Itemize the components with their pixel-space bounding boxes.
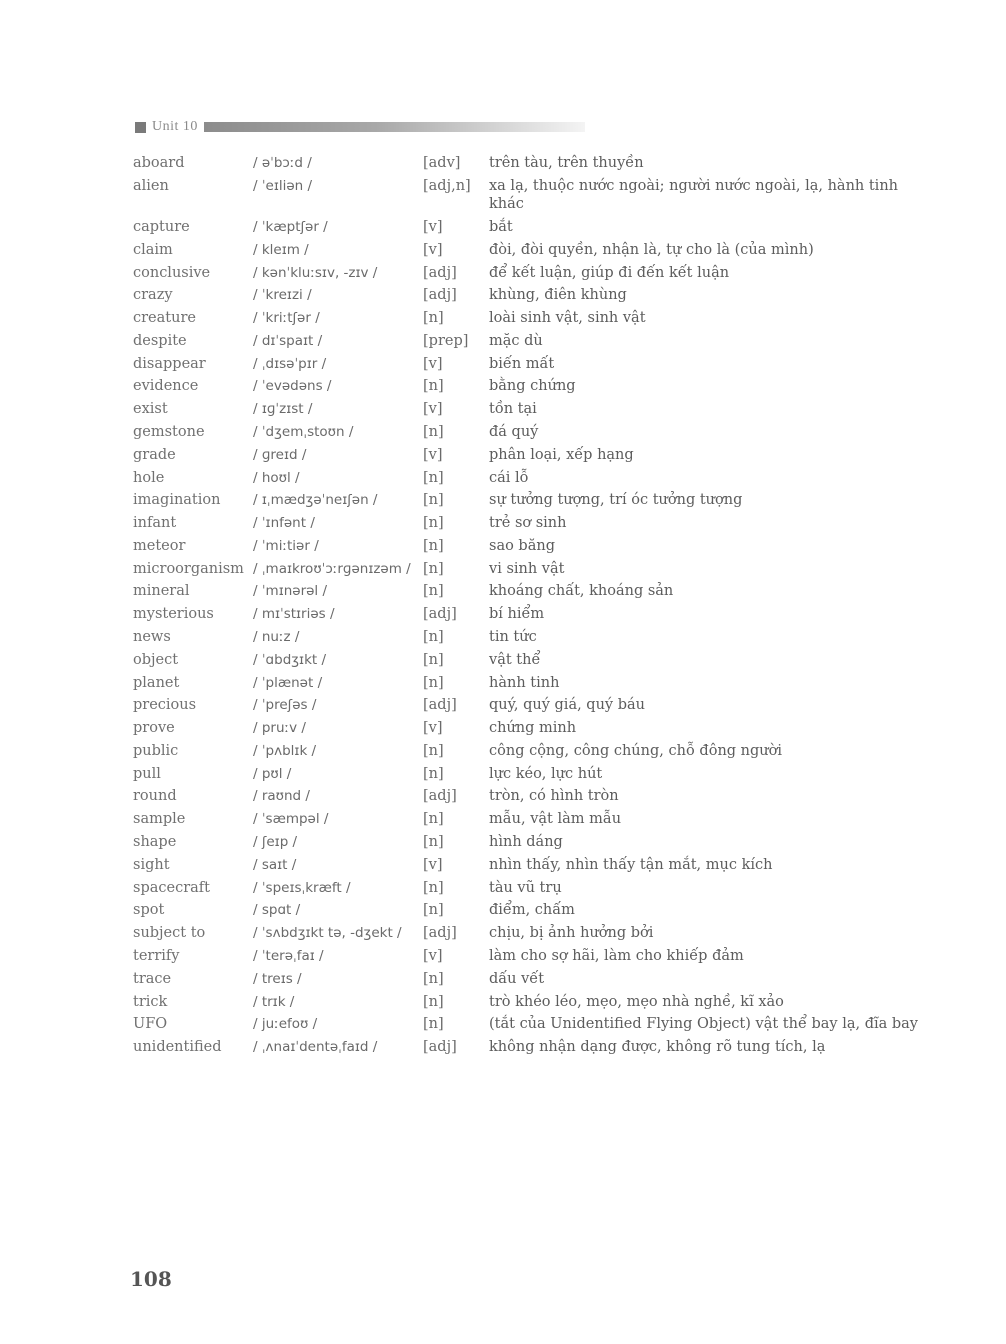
vocab-word: gemstone (133, 423, 205, 440)
vocab-meaning: làm cho sợ hãi, làm cho khiếp đảm (489, 947, 744, 964)
vocab-entry (133, 489, 933, 512)
vocab-entry (133, 307, 933, 330)
vocab-meaning: trên tàu, trên thuyền (489, 155, 644, 172)
vocab-pronunciation: / spɑt / (253, 902, 301, 919)
vocab-entry (133, 671, 933, 694)
vocab-pronunciation: / ˈɑbdʒɪkt / (253, 651, 327, 668)
vocab-part-of-speech: [adj] (423, 788, 457, 805)
vocab-entry (133, 626, 933, 649)
vocab-word: evidence (133, 378, 199, 395)
unit-label: Unit 10 (152, 119, 198, 134)
vocab-part-of-speech: [n] (423, 423, 444, 440)
vocab-meaning: lực kéo, lực hút (489, 765, 603, 782)
vocab-part-of-speech: [v] (423, 947, 443, 964)
vocab-part-of-speech: [v] (423, 720, 443, 737)
vocab-pronunciation: / ˌʌnaɪˈdentəˌfaɪd / (253, 1039, 378, 1056)
vocab-pronunciation: / raʊnd / (253, 788, 310, 805)
vocab-pronunciation: / hoʊl / (253, 469, 300, 486)
vocab-word: trace (133, 970, 172, 987)
vocab-pronunciation: / ˈkreɪzi / (253, 287, 312, 304)
vocab-entry (133, 899, 933, 922)
vocab-entry (133, 945, 933, 968)
vocab-part-of-speech: [n] (423, 879, 444, 896)
vocab-meaning: hình dáng (489, 834, 563, 851)
vocab-part-of-speech: [n] (423, 742, 444, 759)
vocab-entry (133, 443, 933, 466)
vocab-pronunciation: / mɪˈstɪriəs / (253, 606, 335, 623)
vocab-word: sample (133, 811, 186, 828)
vocab-word: public (133, 742, 179, 759)
vocab-word: prove (133, 720, 175, 737)
vocab-meaning: nhìn thấy, nhìn thấy tận mắt, mục kích (489, 856, 773, 873)
vocab-part-of-speech: [n] (423, 629, 444, 646)
vocab-word: claim (133, 241, 173, 258)
vocab-entry (133, 216, 933, 239)
vocab-word: disappear (133, 355, 206, 372)
vocab-pronunciation: / treɪs / (253, 970, 302, 987)
vocab-entry (133, 352, 933, 375)
vocab-part-of-speech: [n] (423, 537, 444, 554)
vocab-pronunciation: / saɪt / (253, 856, 297, 873)
vocab-meaning: biến mất (489, 355, 555, 372)
vocab-word: mineral (133, 583, 190, 600)
vocab-meaning: tin tức (489, 629, 537, 646)
vocab-pronunciation: / kleɪm / (253, 241, 309, 258)
vocab-word: despite (133, 332, 187, 349)
vocab-part-of-speech: [adj] (423, 287, 457, 304)
vocab-part-of-speech: [v] (423, 218, 443, 235)
vocab-entry (133, 152, 933, 175)
vocab-meaning: quý, quý giá, quý báu (489, 697, 645, 714)
vocab-meaning: xa lạ, thuộc nước ngoài; người nước ngoài, lạ, hành tinh khác (489, 178, 898, 213)
vocab-entry (133, 557, 933, 580)
vocab-entry (133, 512, 933, 535)
vocab-entry (133, 1036, 933, 1059)
vocab-entry (133, 1013, 933, 1036)
vocab-meaning: hành tinh (489, 674, 560, 691)
vocab-pronunciation: / ˈkæptʃər / (253, 218, 328, 235)
vocab-pronunciation: / ɪˌmædʒəˈneɪʃən / (253, 492, 378, 509)
vocab-meaning: bằng chứng (489, 378, 576, 395)
page-number: 108 (130, 1267, 172, 1291)
vocab-word: hole (133, 469, 165, 486)
vocab-meaning: tròn, có hình tròn (489, 788, 619, 805)
vocab-pronunciation: / dɪˈspaɪt / (253, 332, 323, 349)
vocab-word: creature (133, 310, 196, 327)
vocab-word: aboard (133, 155, 185, 172)
vocab-pronunciation: / ˈevədəns / (253, 378, 332, 395)
vocab-word: subject to (133, 925, 206, 942)
vocab-meaning: vi sinh vật (489, 560, 565, 577)
vocab-part-of-speech: [prep] (423, 332, 469, 349)
vocab-part-of-speech: [n] (423, 310, 444, 327)
vocab-word: sight (133, 856, 170, 873)
vocab-part-of-speech: [adv] (423, 155, 461, 172)
vocab-meaning: tồn tại (489, 401, 537, 418)
vocab-pronunciation: / trɪk / (253, 993, 295, 1010)
vocab-word: spot (133, 902, 165, 919)
vocab-part-of-speech: [v] (423, 446, 443, 463)
vocab-word: object (133, 651, 179, 668)
vocab-part-of-speech: [n] (423, 1016, 444, 1033)
vocab-meaning: sự tưởng tượng, trí óc tưởng tượng (489, 492, 743, 509)
vocab-word: imagination (133, 492, 221, 509)
vocab-part-of-speech: [v] (423, 401, 443, 418)
vocab-word: meteor (133, 537, 186, 554)
vocab-meaning: trẻ sơ sinh (489, 515, 567, 532)
vocab-part-of-speech: [n] (423, 492, 444, 509)
vocab-part-of-speech: [n] (423, 902, 444, 919)
vocab-meaning: sao băng (489, 537, 555, 554)
vocab-part-of-speech: [n] (423, 378, 444, 395)
vocab-part-of-speech: [adj] (423, 925, 457, 942)
vocab-part-of-speech: [n] (423, 674, 444, 691)
vocab-part-of-speech: [adj] (423, 697, 457, 714)
vocab-word: precious (133, 697, 197, 714)
vocab-word: spacecraft (133, 879, 210, 896)
vocab-meaning: dấu vết (489, 970, 545, 987)
vocab-word: alien (133, 178, 169, 195)
vocab-word: round (133, 788, 177, 805)
vocab-entry (133, 717, 933, 740)
vocab-meaning: đòi, đòi quyền, nhận là, tự cho là (của mình) (489, 241, 814, 258)
vocab-pronunciation: / ɡreɪd / (253, 446, 307, 463)
vocab-meaning: loài sinh vật, sinh vật (489, 310, 646, 327)
vocab-part-of-speech: [n] (423, 834, 444, 851)
vocab-pronunciation: / pʊl / (253, 765, 292, 782)
vocab-word: microorganism (133, 560, 244, 577)
vocab-word: terrify (133, 947, 180, 964)
vocab-meaning: mẫu, vật làm mẫu (489, 811, 622, 828)
vocab-word: grade (133, 446, 176, 463)
vocab-part-of-speech: [adj,n] (423, 178, 471, 195)
vocab-word: planet (133, 674, 180, 691)
vocab-pronunciation: / əˈbɔːd / (253, 155, 312, 172)
vocab-meaning: cái lỗ (489, 469, 529, 486)
vocab-word: unidentified (133, 1039, 222, 1056)
vocab-entry (133, 329, 933, 352)
vocab-pronunciation: / ˈkriːtʃər / (253, 310, 320, 327)
vocab-entry (133, 175, 933, 216)
vocab-part-of-speech: [n] (423, 583, 444, 600)
vocab-pronunciation: / ˈsʌbdʒɪkt tə, -dʒekt / (253, 925, 402, 942)
vocab-meaning: bí hiểm (489, 606, 545, 623)
vocab-entry (133, 284, 933, 307)
vocab-word: news (133, 629, 171, 646)
vocab-meaning: không nhận dạng được, không rõ tung tích, lạ (489, 1039, 826, 1056)
vocabulary-list (133, 152, 933, 1058)
vocab-pronunciation: / ˈsæmpəl / (253, 811, 329, 828)
vocab-word: trick (133, 993, 168, 1010)
vocab-entry (133, 876, 933, 899)
vocab-pronunciation: / ˈmiːtiər / (253, 537, 319, 554)
vocab-part-of-speech: [n] (423, 811, 444, 828)
vocab-part-of-speech: [n] (423, 970, 444, 987)
vocab-word: capture (133, 218, 190, 235)
vocab-pronunciation: / ˈeɪliən / (253, 178, 313, 195)
vocab-meaning: tàu vũ trụ (489, 879, 562, 896)
vocab-word: shape (133, 834, 177, 851)
vocab-part-of-speech: [n] (423, 515, 444, 532)
vocab-part-of-speech: [v] (423, 241, 443, 258)
vocab-pronunciation: / kənˈkluːsɪv, -zɪv / (253, 264, 378, 281)
vocab-part-of-speech: [adj] (423, 264, 457, 281)
vocab-meaning: công cộng, công chúng, chỗ đông người (489, 742, 782, 759)
vocab-pronunciation: / ˈdʒemˌstoʊn / (253, 423, 354, 440)
vocab-pronunciation: / pruːv / (253, 720, 306, 737)
vocab-word: UFO (133, 1016, 168, 1033)
vocab-entry (133, 808, 933, 831)
vocab-meaning: trò khéo léo, mẹo, mẹo nhà nghề, kĩ xảo (489, 993, 784, 1010)
vocab-entry (133, 375, 933, 398)
vocab-entry (133, 967, 933, 990)
vocab-meaning: khoáng chất, khoáng sản (489, 583, 674, 600)
vocab-entry (133, 535, 933, 558)
vocab-entry (133, 648, 933, 671)
vocab-meaning: để kết luận, giúp đi đến kết luận (489, 264, 730, 281)
vocab-pronunciation: / nuːz / (253, 629, 300, 646)
vocab-meaning: phân loại, xếp hạng (489, 446, 634, 463)
vocab-part-of-speech: [adj] (423, 606, 457, 623)
vocab-entry (133, 421, 933, 444)
vocab-part-of-speech: [n] (423, 560, 444, 577)
vocab-part-of-speech: [v] (423, 856, 443, 873)
vocab-entry (133, 580, 933, 603)
vocab-entry (133, 398, 933, 421)
vocab-word: conclusive (133, 264, 211, 281)
vocab-part-of-speech: [n] (423, 469, 444, 486)
vocab-entry (133, 466, 933, 489)
vocab-part-of-speech: [n] (423, 765, 444, 782)
vocab-meaning: vật thể (489, 651, 541, 668)
vocab-meaning: (tắt của Unidentified Flying Object) vật thể bay lạ, đĩa bay (489, 1016, 918, 1033)
vocab-pronunciation: / ʃeɪp / (253, 834, 298, 851)
unit-header (135, 120, 585, 134)
vocab-entry (133, 261, 933, 284)
unit-gradient-bar (204, 122, 585, 132)
vocab-pronunciation: / ˈmɪnərəl / (253, 583, 328, 600)
vocab-entry (133, 694, 933, 717)
vocab-meaning: đá quý (489, 423, 539, 440)
vocab-entry (133, 990, 933, 1013)
vocab-pronunciation: / ɪɡˈzɪst / (253, 401, 313, 418)
vocab-entry (133, 922, 933, 945)
vocab-word: exist (133, 401, 168, 418)
vocab-pronunciation: / ˈpʌblɪk / (253, 742, 317, 759)
vocab-pronunciation: / ˌmaɪkroʊˈɔːrɡənɪzəm / (253, 560, 411, 577)
vocab-pronunciation: / ˈspeɪsˌkræft / (253, 879, 351, 896)
vocab-entry (133, 853, 933, 876)
vocab-word: infant (133, 515, 177, 532)
vocab-meaning: điểm, chấm (489, 902, 575, 919)
vocab-pronunciation: / ˈɪnfənt / (253, 515, 315, 532)
vocab-pronunciation: / ˈplænət / (253, 674, 323, 691)
vocab-pronunciation: / ˌdɪsəˈpɪr / (253, 355, 327, 372)
vocab-entry (133, 603, 933, 626)
unit-marker-square (135, 122, 146, 133)
vocab-meaning: chịu, bị ảnh hưởng bởi (489, 925, 654, 942)
vocab-entry (133, 238, 933, 261)
vocab-part-of-speech: [n] (423, 651, 444, 668)
vocab-part-of-speech: [v] (423, 355, 443, 372)
vocab-pronunciation: / ˈterəˌfaɪ / (253, 947, 324, 964)
vocab-meaning: khùng, điên khùng (489, 287, 627, 304)
vocab-pronunciation: / juːefoʊ / (253, 1016, 318, 1033)
vocab-word: crazy (133, 287, 173, 304)
vocab-entry (133, 831, 933, 854)
vocab-entry (133, 762, 933, 785)
vocab-pronunciation: / ˈpreʃəs / (253, 697, 317, 714)
vocab-meaning: mặc dù (489, 332, 543, 349)
vocab-part-of-speech: [adj] (423, 1039, 457, 1056)
vocab-meaning: bắt (489, 218, 513, 235)
vocab-word: pull (133, 765, 161, 782)
vocab-entry (133, 785, 933, 808)
vocab-entry (133, 740, 933, 763)
vocab-meaning: chứng minh (489, 720, 577, 737)
vocab-word: mysterious (133, 606, 214, 623)
vocab-part-of-speech: [n] (423, 993, 444, 1010)
